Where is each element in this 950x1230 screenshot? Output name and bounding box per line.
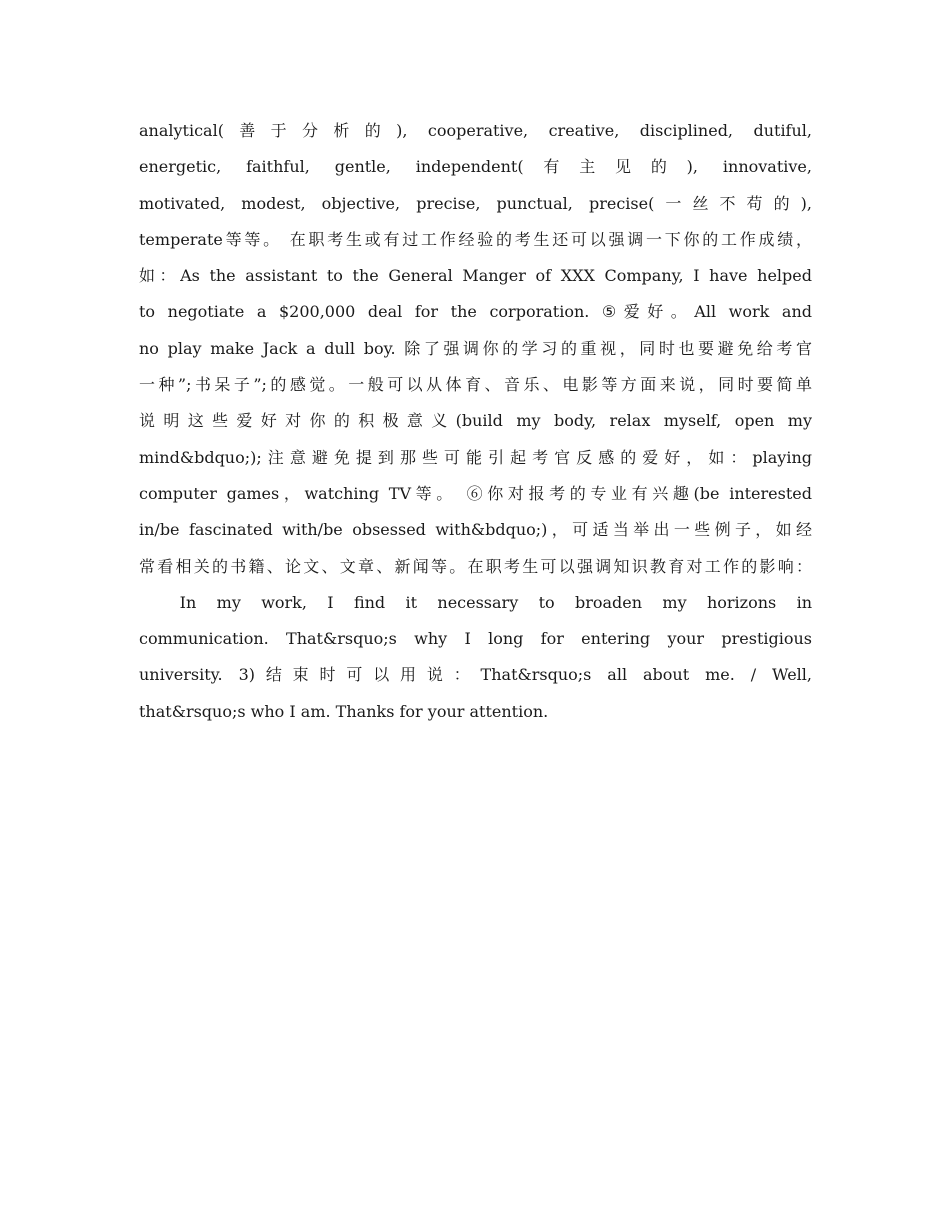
text-line: 常看相关的书籍、论文、文章、新闻等。在职考生可以强调知识教育对工作的影响： — [139, 556, 812, 576]
text-line: university. 3)结束时可以用说：That&rsquo;s all about me. / Well, — [139, 665, 812, 685]
document-body — [139, 113, 812, 730]
text-line: communication. That&rsquo;s why I long for entering your prestigious — [139, 629, 812, 649]
text-line: in/be fascinated with/be obsessed with&bdquo;)，可适当举出一些例子，如经 — [139, 520, 812, 540]
text-line: 一种”;书呆子”;的感觉。一般可以从体育、音乐、电影等方面来说，同时要简单 — [139, 375, 812, 395]
text-line: to negotiate a $200,000 deal for the corporation. ⑤爱好。All work and — [139, 302, 812, 322]
text-line-last: that&rsquo;s who I am. Thanks for your attention. — [139, 701, 549, 721]
text-line: 如：As the assistant to the General Manger of XXX Company, I have helped — [139, 266, 812, 286]
text-line: mind&bdquo;);注意避免提到那些可能引起考官反感的爱好，如：playing — [139, 447, 812, 467]
text-line: analytical(善于分析的), cooperative, creative, disciplined, dutiful, — [139, 121, 812, 140]
text-line: computer games，watching TV等。 ⑥你对报考的专业有兴趣(be interested — [139, 483, 812, 503]
text-line: no play make Jack a dull boy. 除了强调你的学习的重视，同时也要避免给考官 — [139, 338, 812, 358]
text-line: In my work, I find it necessary to broaden my horizons in — [139, 592, 812, 612]
text-line: temperate等等。 在职考生或有过工作经验的考生还可以强调一下你的工作成绩， — [139, 229, 812, 249]
text-line: 说明这些爱好对你的积极意义(build my body, relax myself, open my — [139, 411, 812, 431]
text-line: motivated, modest, objective, precise, punctual, precise(一丝不苟的), — [139, 193, 812, 213]
text-line: energetic, faithful, gentle, independent(有主见的), innovative, — [139, 157, 812, 177]
